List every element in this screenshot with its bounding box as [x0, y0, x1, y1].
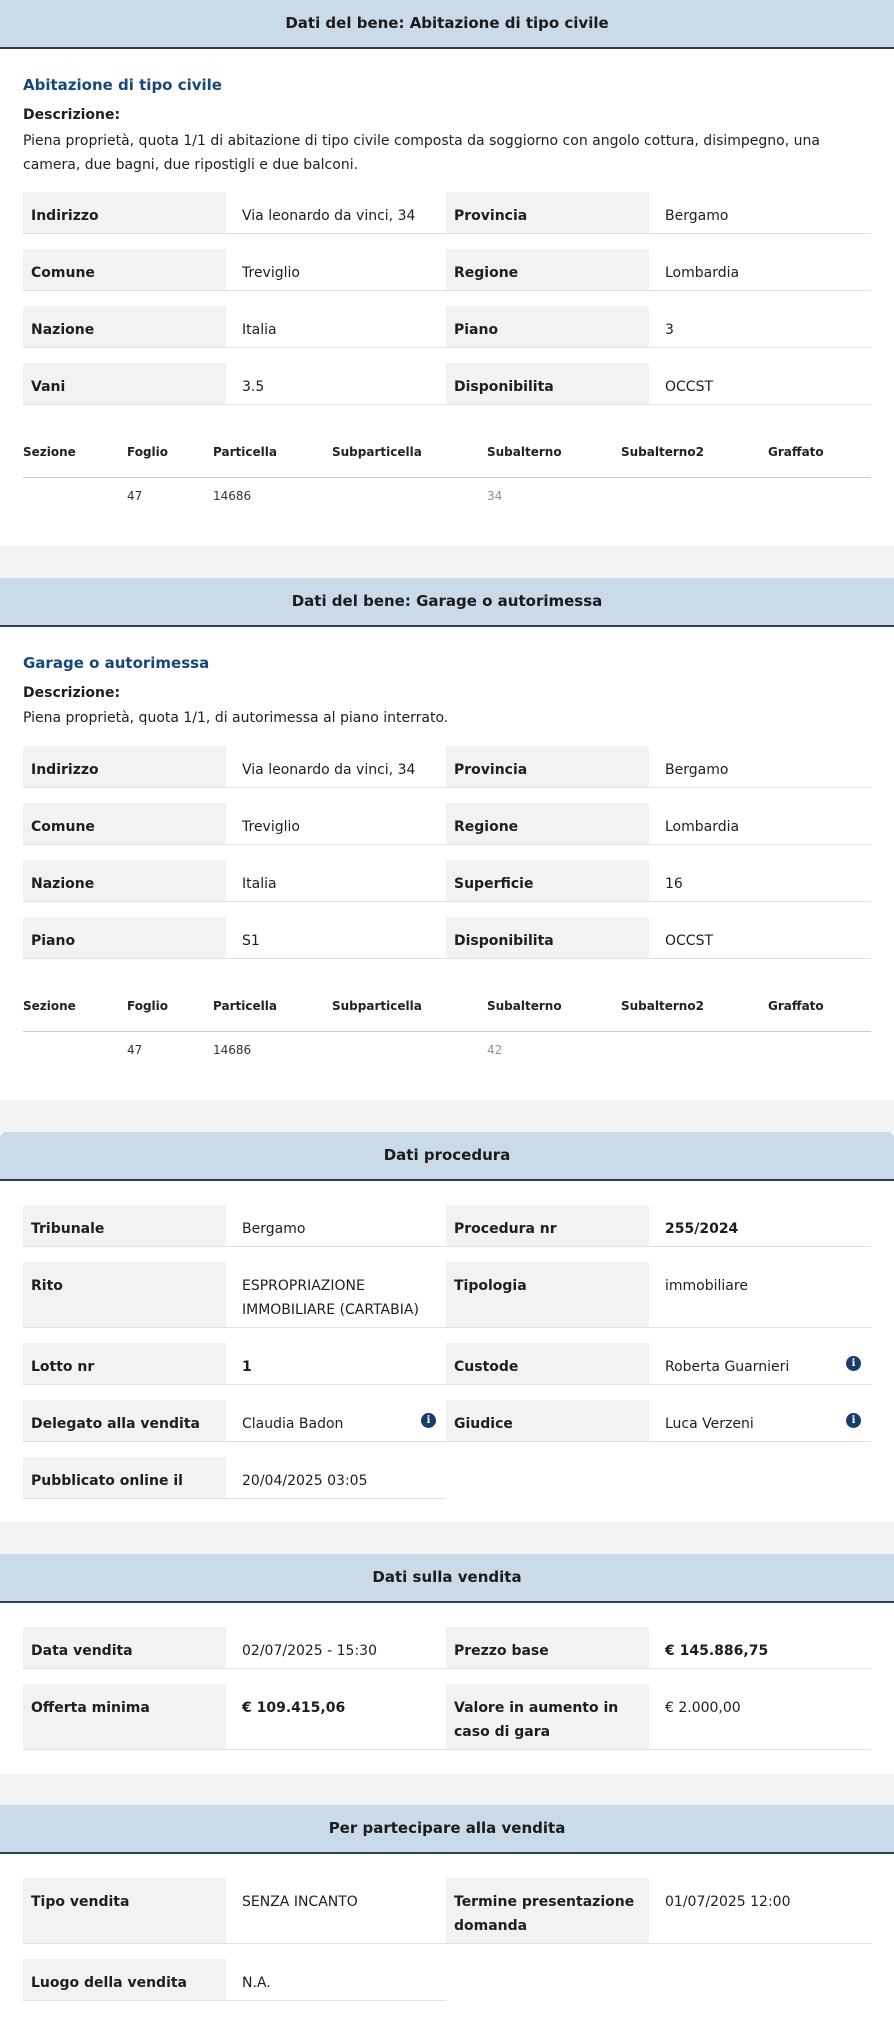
catasto-col-particella: Particella: [213, 445, 277, 459]
termine-value: 01/07/2025 12:00: [649, 1878, 871, 1944]
catasto-divider: [23, 477, 871, 478]
bene2-desc-label: Descrizione:: [23, 685, 121, 701]
delegato-label: Delegato alla vendita: [23, 1400, 226, 1442]
catasto-subalterno: 34: [487, 489, 503, 503]
catasto-particella: 14686: [213, 1043, 252, 1057]
detail-value: Bergamo: [649, 192, 871, 234]
custode-value: Roberta Guarnieri: [665, 1359, 790, 1375]
detail-value: OCCST: [649, 917, 871, 959]
detail-value: 3: [649, 306, 871, 348]
procedura-nr-value: 255/2024: [649, 1205, 871, 1247]
catasto-col-subalterno: Subalterno: [487, 999, 562, 1013]
info-icon[interactable]: i: [846, 1413, 861, 1428]
giudice-value: Luca Verzeni: [665, 1416, 754, 1432]
partecipare-card: [0, 1805, 894, 2025]
detail-label: Piano: [23, 917, 226, 959]
detail-value: S1: [226, 917, 446, 959]
detail-label: Provincia: [446, 746, 649, 788]
detail-label: Nazione: [23, 306, 226, 348]
detail-value: Treviglio: [226, 803, 446, 845]
tribunale-value: Bergamo: [226, 1205, 446, 1247]
catasto-col-sezione: Sezione: [23, 999, 76, 1013]
partecipare-header: Per partecipare alla vendita: [0, 1805, 894, 1854]
procedura-nr-label: Procedura nr: [446, 1205, 649, 1247]
prezzo-base-value: € 145.886,75: [649, 1627, 871, 1669]
delegato-value: Claudia Badon: [242, 1416, 344, 1432]
detail-value: Treviglio: [226, 249, 446, 291]
valore-aumento-value: € 2.000,00: [649, 1684, 871, 1750]
luogo-value: N.A.: [226, 1959, 446, 2001]
data-vendita-label: Data vendita: [23, 1627, 226, 1669]
tribunale-label: Tribunale: [23, 1205, 226, 1247]
info-icon[interactable]: i: [846, 1356, 861, 1371]
catasto-subalterno: 42: [487, 1043, 503, 1057]
bene2-title: Garage o autorimessa: [23, 654, 210, 672]
bene1-title: Abitazione di tipo civile: [23, 76, 222, 94]
detail-value: Lombardia: [649, 249, 871, 291]
detail-label: Comune: [23, 249, 226, 291]
detail-value: Lombardia: [649, 803, 871, 845]
catasto-particella: 14686: [213, 489, 252, 503]
detail-label: Indirizzo: [23, 192, 226, 234]
catasto-foglio: 47: [127, 489, 143, 503]
catasto-col-subalterno2: Subalterno2: [621, 999, 704, 1013]
info-icon[interactable]: i: [421, 1413, 436, 1428]
detail-label: Regione: [446, 803, 649, 845]
detail-label: Indirizzo: [23, 746, 226, 788]
procedura-card: [0, 1132, 894, 1522]
pubblicato-label: Pubblicato online il: [23, 1457, 226, 1499]
rito-label: Rito: [23, 1262, 226, 1328]
detail-label: Comune: [23, 803, 226, 845]
custode-cell: [649, 1343, 871, 1385]
catasto-col-graffato: Graffato: [768, 999, 824, 1013]
custode-label: Custode: [446, 1343, 649, 1385]
detail-label: Disponibilita: [446, 363, 649, 405]
tipologia-label: Tipologia: [446, 1262, 649, 1328]
detail-value: Italia: [226, 306, 446, 348]
delegato-cell: [226, 1400, 446, 1442]
catasto-col-foglio: Foglio: [127, 999, 169, 1013]
termine-label: Termine presentazione domanda: [446, 1878, 649, 1944]
offerta-minima-value: € 109.415,06: [226, 1684, 446, 1750]
tipologia-value: immobiliare: [649, 1262, 871, 1328]
detail-label: Superficie: [446, 860, 649, 902]
data-vendita-value: 02/07/2025 - 15:30: [226, 1627, 446, 1669]
detail-value: Italia: [226, 860, 446, 902]
luogo-label: Luogo della vendita: [23, 1959, 226, 2001]
catasto-divider: [23, 1031, 871, 1032]
detail-value: Bergamo: [649, 746, 871, 788]
detail-label: Provincia: [446, 192, 649, 234]
catasto-col-foglio: Foglio: [127, 445, 169, 459]
detail-value: 3.5: [226, 363, 446, 405]
bene1-header: Dati del bene: Abitazione di tipo civile: [0, 0, 894, 49]
detail-label: Vani: [23, 363, 226, 405]
bene2-header: Dati del bene: Garage o autorimessa: [0, 578, 894, 627]
detail-label: Nazione: [23, 860, 226, 902]
valore-aumento-label: Valore in aumento in caso di gara: [446, 1684, 649, 1750]
procedura-header: Dati procedura: [0, 1132, 894, 1181]
bene1-desc-label: Descrizione:: [23, 107, 121, 123]
giudice-cell: [649, 1400, 871, 1442]
catasto-col-particella: Particella: [213, 999, 277, 1013]
catasto-col-sezione: Sezione: [23, 445, 76, 459]
catasto-col-graffato: Graffato: [768, 445, 824, 459]
detail-label: Regione: [446, 249, 649, 291]
detail-value: Via leonardo da vinci, 34: [226, 192, 446, 234]
bene1-desc-text: Piena proprietà, quota 1/1 di abitazione di tipo civile composta da soggiorno con angolo cottura, disimpegno, una camera, due bagni, due ripostigli e due balconi.: [23, 133, 820, 173]
detail-label: Piano: [446, 306, 649, 348]
detail-value: OCCST: [649, 363, 871, 405]
vendita-header: Dati sulla vendita: [0, 1554, 894, 1603]
rito-value: ESPROPRIAZIONE IMMOBILIARE (CARTABIA): [226, 1262, 446, 1328]
prezzo-base-label: Prezzo base: [446, 1627, 649, 1669]
bene1-card: [0, 0, 894, 546]
bene2-desc-text: Piena proprietà, quota 1/1, di autorimessa al piano interrato.: [23, 710, 449, 726]
offerta-minima-label: Offerta minima: [23, 1684, 226, 1750]
pubblicato-value: 20/04/2025 03:05: [226, 1457, 446, 1499]
detail-value: Via leonardo da vinci, 34: [226, 746, 446, 788]
catasto-col-subalterno2: Subalterno2: [621, 445, 704, 459]
catasto-col-subparticella: Subparticella: [332, 999, 422, 1013]
catasto-col-subparticella: Subparticella: [332, 445, 422, 459]
tipo-vendita-label: Tipo vendita: [23, 1878, 226, 1944]
catasto-col-subalterno: Subalterno: [487, 445, 562, 459]
vendita-card: [0, 1554, 894, 1774]
detail-value: 16: [649, 860, 871, 902]
catasto-foglio: 47: [127, 1043, 143, 1057]
bene2-card: [0, 578, 894, 1100]
tipo-vendita-value: SENZA INCANTO: [226, 1878, 446, 1944]
detail-label: Disponibilita: [446, 917, 649, 959]
lotto-value: 1: [226, 1343, 446, 1385]
lotto-label: Lotto nr: [23, 1343, 226, 1385]
giudice-label: Giudice: [446, 1400, 649, 1442]
